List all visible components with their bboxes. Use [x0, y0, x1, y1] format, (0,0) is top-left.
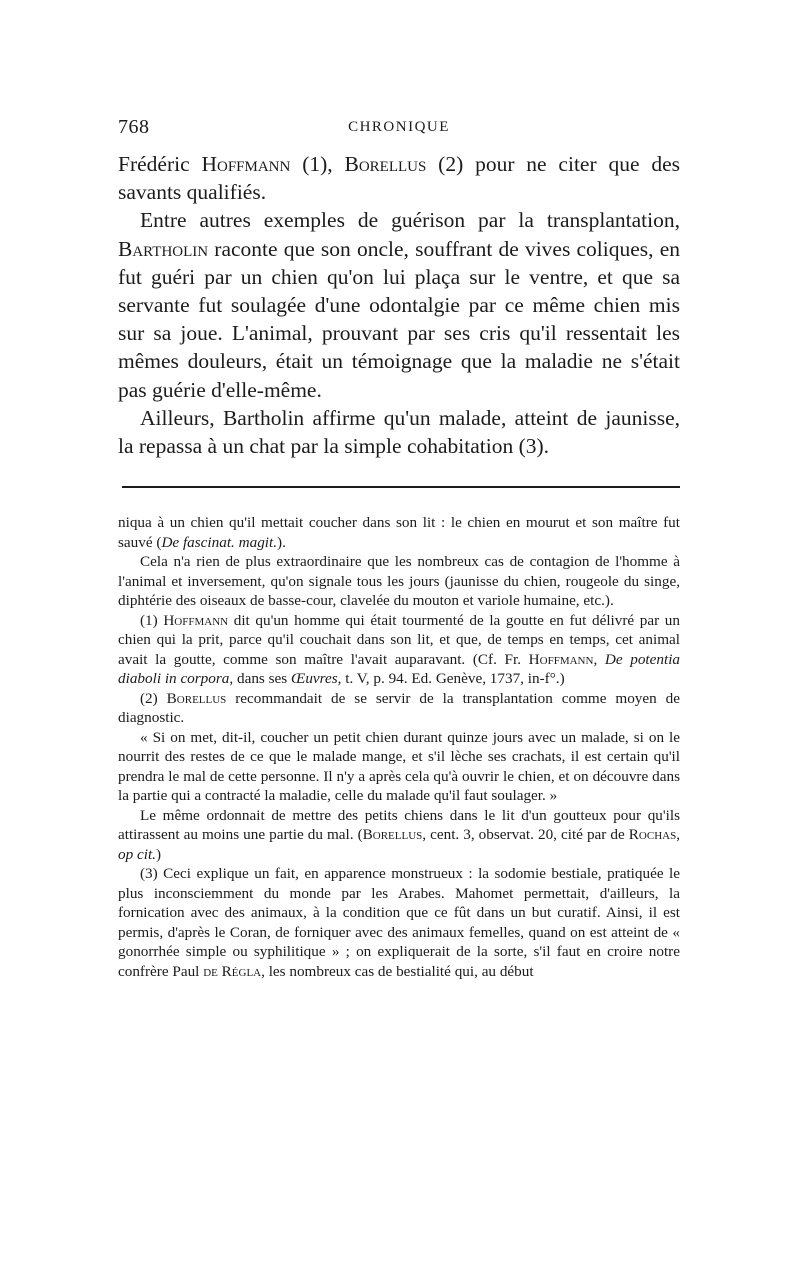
- footnote-1: (1) Hoffmann dit qu'un homme qui était tourmenté de la goutte en fut délivré par un chien qui la prit, parce qu'il couchait dans son lit, et que, de temps en temps, cet animal avait la goutte, comme son maître l'avait auparavant. (Cf. Fr. Hoffmann, De potentia diaboli in corpora, dans ses Œuvres, t. V, p. 94. Ed. Genève, 1737, in-f°.): [118, 611, 681, 687]
- running-title: CHRONIQUE: [348, 119, 450, 135]
- paragraph-3: Ailleurs, Bartholin affirme qu'un malade, atteint de jaunisse, la repassa à un chat par la simple cohabitation (3).: [118, 405, 680, 459]
- paragraph-1: Frédéric Hoffmann (1), Borellus (2) pour ne citer que des savants qualifiés.: [118, 152, 680, 205]
- footnote-separator: [122, 486, 680, 488]
- page-header: [118, 116, 680, 142]
- footnote-2: (2) Borellus recommandait de se servir de la transplantation comme moyen de diagnostic.: [118, 689, 681, 726]
- footnote-quote: « Si on met, dit-il, coucher un petit chien durant quinze jours avec un malade, si on le nourrit des restes de ce que le malade mange, et s'il lèche ses crachats, il est certain qu'il prendra le mal de cette personne. Il n'y a après cela qu'à ouvrir le chien, et on découvre dans la partie qui a contracté la maladie, celle du malade qu'il faut soulager. »: [118, 728, 680, 804]
- footnote-paragraph: Cela n'a rien de plus extraordinaire que les nombreux cas de contagion de l'homme à l'animal et inversement, qu'on signale tous les jours (jaunisse du chien, rougeole du singe, diphtérie des oiseaux de basse-cour, clavelée du mouton et variole humaine, etc.).: [118, 553, 680, 609]
- footnote-continuation: niqua à un chien qu'il mettait coucher dans son lit : le chien en mourut et son maître fut sauvé (De fascinat. magit.).: [118, 514, 680, 551]
- main-text: [118, 150, 680, 460]
- author-name: Bartholin: [118, 236, 209, 261]
- author-name: Borellus: [344, 152, 427, 176]
- paragraph-2: Entre autres exemples de guérison par la transplantation, Bartholin raconte que son oncle, souffrant de vives coliques, en fut guéri par un chien qu'on lui plaça sur le ventre, et que sa servante fut soulagée d'une odontalgie par ce même chien mis sur sa joue. L'animal, prouvant par ses cris qu'il ressentait les mêmes douleurs, était un témoignage que la maladie ne s'était pas guérie d'elle-même.: [118, 208, 680, 402]
- footnote-3: (3) Ceci explique un fait, en apparence monstrueux : la sodomie bestiale, pratiquée le plus inconsciemment du monde par les Arabes. Mahomet permettait, d'ailleurs, la fornication avec des animaux, à la condition que ce fût dans un but curatif. Ainsi, il est permis, d'après le Coran, de forniquer avec des animaux femelles, quand on est atteint de « gonorrhée simple ou syphilitique » ; on expliquerait de la sorte, s'il faut en croire notre confrère Paul de Régla, les nombreux cas de bestialité qui, au début: [118, 865, 680, 980]
- footnotes: [118, 513, 680, 981]
- footnote-paragraph: Le même ordonnait de mettre des petits chiens dans le lit d'un goutteux pour qu'ils attirassent au moins une partie du mal. (Borellus, cent. 3, observat. 20, cité par de Rochas, op cit.): [118, 806, 680, 863]
- author-name: Hoffmann: [201, 152, 291, 176]
- page-number: 768: [118, 116, 150, 138]
